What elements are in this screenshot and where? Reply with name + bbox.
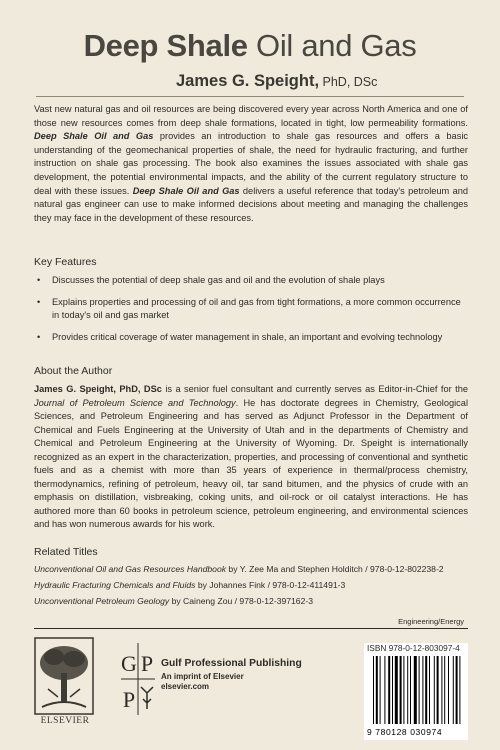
key-features-heading: Key Features xyxy=(34,256,97,268)
bio-text-1: is a senior fuel consultant and currently serves as Editor-in-Chief for the xyxy=(161,384,468,394)
elsevier-wordmark: ELSEVIER xyxy=(40,716,90,726)
gpp-logo-icon xyxy=(121,643,155,715)
intro-text-1: Vast new natural gas and oil resources are being discovered every year across North America and one of those new resources comes from deep shale formations, located in tight, low permeability formations. xyxy=(34,104,468,128)
related-title-item xyxy=(34,596,474,606)
bullet-icon: • xyxy=(37,275,41,285)
bullet-icon: • xyxy=(37,332,41,342)
category-label: Engineering/Energy xyxy=(398,617,464,626)
book-description xyxy=(34,103,468,225)
title-bold: Deep Shale xyxy=(83,28,248,63)
feature-text: Discusses the potential of deep shale gas and oil and the evolution of shale plays xyxy=(52,275,385,285)
feature-text: Provides critical coverage of water management in shale, an important and evolving technology xyxy=(52,332,443,342)
title-rest: Oil and Gas xyxy=(247,28,417,63)
barcode-icon xyxy=(373,656,465,726)
isbn-label: ISBN 978-0-12-803097-4 xyxy=(367,643,460,653)
related-book-title: Hydraulic Fracturing Chemicals and Fluids xyxy=(34,580,196,590)
publisher-sub xyxy=(161,672,244,692)
title-divider xyxy=(36,96,464,97)
footer-divider xyxy=(34,628,468,629)
gpp-letter-p2: P xyxy=(122,687,136,712)
intro-text-3: delivers a useful reference that today's petroleum and natural gas engineer can use to make informed decisions about meeting and managing the challenges they may face in the development of these resources. xyxy=(34,185,469,223)
publisher-site: elsevier.com xyxy=(161,682,210,691)
related-book-title: Unconventional Oil and Gas Resources Handbook xyxy=(34,564,227,574)
elsevier-logo-icon xyxy=(34,637,94,717)
barcode-digits: 9 780128 030974 xyxy=(367,727,443,737)
gpp-letter-g: G xyxy=(121,651,137,676)
intro-book-title-2: Deep Shale Oil and Gas xyxy=(132,185,240,196)
author-name: James G. Speight, xyxy=(176,72,320,90)
gpp-letter-p: P xyxy=(140,651,154,676)
bio-author-name: James G. Speight, PhD, DSc xyxy=(34,384,162,394)
intro-book-title-1: Deep Shale Oil and Gas xyxy=(34,131,154,142)
author-degrees: PhD, DSc xyxy=(319,75,378,89)
related-book-info: by Johannes Fink / 978-0-12-411491-3 xyxy=(195,580,346,590)
related-book-info: by Y. Zee Ma and Stephen Holditch / 978-0-12-802238-2 xyxy=(226,564,444,574)
feature-text: Explains properties and processing of oil and gas from tight formations, a more common occurrence in today's oil and gas market xyxy=(52,297,461,321)
publisher-name: Gulf Professional Publishing xyxy=(161,658,302,669)
related-title-item xyxy=(34,564,474,574)
bio-journal-title: Journal of Petroleum Science and Technology xyxy=(34,397,236,408)
related-book-title: Unconventional Petroleum Geology xyxy=(34,596,170,606)
intro-text-2: provides an introduction to shale gas resources and offers a basic understanding of the geomechanical properties of shale, the need for hydraulic fracturing, and further instruction on shale gas processing. The book also examines the issues associated with shale gas development, the potential environmental impacts, and the ability of the current regulatory structure to deal with these issues. xyxy=(34,131,469,196)
author-bio xyxy=(34,383,468,532)
bio-text-2: . He has doctorate degrees in Chemistry, Geological Sciences, and Petroleum Engineering and has served as Adjunct Professor in the Department of Chemical and Fuels Engineering at the University of Utah and in the departments of Chemistry and Chemical and Petroleum Engineering at the University of Wyoming. Dr. Speight is internationally recognized as an expert in the characterization, properties, and processing of conventional and synthetic fuels and as a chemist with more than 35 years of experience in thermal/process chemistry, thermodynamics, refining of petroleum, heavy oil, tar sand bitumen, and the physics of crude with an emphasis on distillation, visbreaking, coking units, and oil-rock or oil catalyst interactions. He has authored more than 60 books in petroleum science, petroleum engineering, and environmental sciences and has won numerous awards for his work. xyxy=(34,397,468,529)
bullet-icon: • xyxy=(37,297,41,307)
related-titles-heading: Related Titles xyxy=(34,546,98,558)
related-book-info: by Caineng Zou / 978-0-12-397162-3 xyxy=(169,596,314,606)
author-line xyxy=(176,72,377,91)
about-author-heading: About the Author xyxy=(34,365,113,377)
imprint-text: An imprint of Elsevier xyxy=(161,672,244,681)
related-title-item xyxy=(34,580,474,590)
book-title xyxy=(0,28,500,64)
